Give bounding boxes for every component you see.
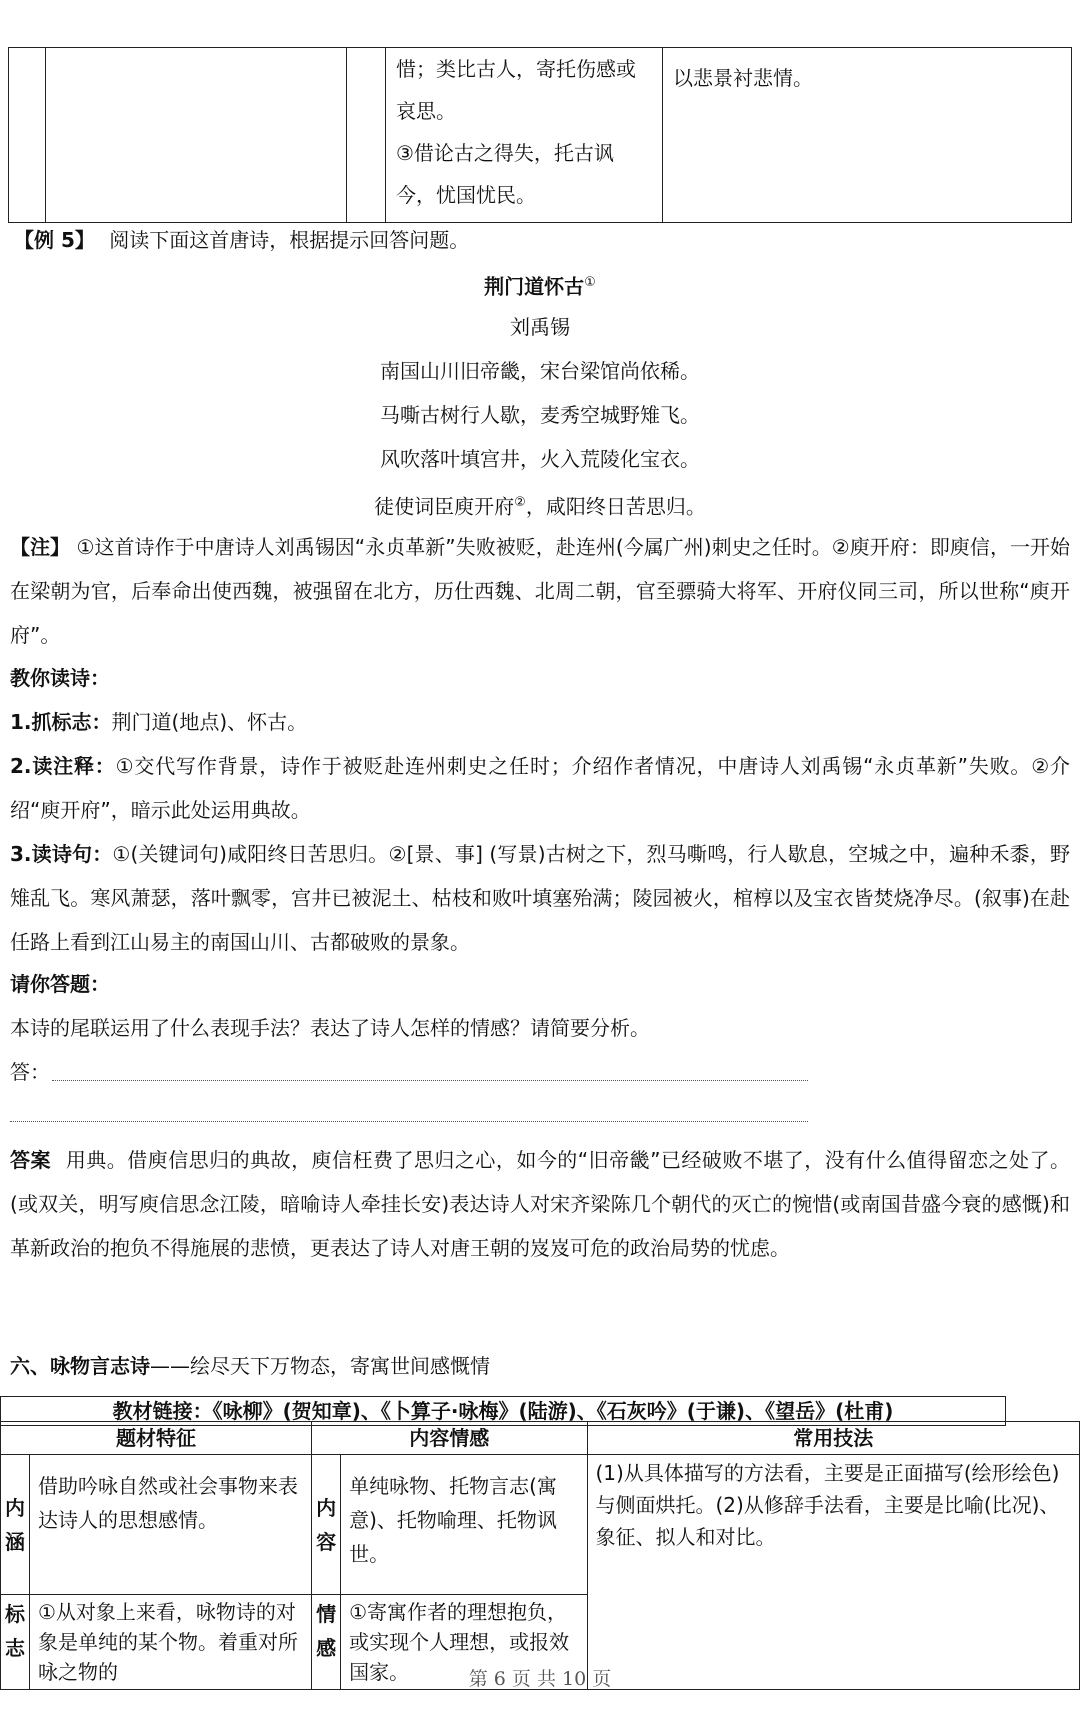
teach-item-label: 2.读注释： [10,754,116,778]
answer-prefix: 答： [10,1060,50,1084]
cell-text: 以悲景衬悲情。 [673,66,813,90]
answer-label: 答案 [10,1148,51,1172]
question-text: 本诗的尾联运用了什么表现手法？表达了诗人怎样的情感？请简要分析。 [10,1016,650,1040]
section-subtitle: ——绘尽天下万物态，寄寓世间感慨情 [150,1354,490,1378]
teach-item-label: 1.抓标志： [10,710,112,734]
poem-line: 风吹落叶填宫井，火入荒陵化宝衣。 [380,447,700,471]
teach-item-text: 荆门道(地点)、怀古。 [111,710,308,734]
poem-title [0,261,1080,309]
table-cell [386,48,663,223]
table-cell [347,48,386,223]
poem-line: 南国山川旧帝畿，宋台梁馆尚依稀。 [380,359,700,383]
top-table-fragment [8,47,1072,223]
cell-text: ③借论古之得失，托古讽今，忧国忧民。 [396,141,614,207]
column-header: 常用技法 [587,1422,1080,1455]
answer-blank-line[interactable] [52,1080,808,1081]
table-cell: ①从对象上来看，咏物诗的对象是单纯的某个物。着重对所咏之物的 [30,1595,312,1690]
teach-item-1 [10,700,1070,744]
answer-text: 用典。借庾信思归的典故，庾信枉费了思归之心，如今的“旧帝畿”已经破败不堪了，没有什么值得留恋之处了。(或双关，明写庾信思念江陵，暗喻诗人牵挂长安)表达诗人对宋齐梁陈几个朝代的灭亡的惋惜(或南国昔盛今衰的感慨)和革新政治的抱负不得施展的悲愤，更表达了诗人对唐王朝的岌岌可危的政治局势的忧虑。 [10,1148,1071,1260]
notes-paragraph [10,525,1070,657]
row-side-label: 情感 [312,1595,341,1690]
poem-line-part: ，咸阳终日苦思归。 [525,494,706,519]
teach-item-text: ①交代写作背景，诗作于被贬赴连州刺史之任时；介绍作者情况，中唐诗人刘禹锡“永贞革新”失败。②介绍“庾开府”，暗示此处运用典故。 [10,754,1070,822]
table-cell [46,48,347,223]
poem-line-note: ② [514,495,526,510]
column-header: 题材特征 [1,1422,312,1455]
notes-label: 【注】 [10,535,71,559]
teach-item-label: 3.读诗句： [10,842,113,866]
poem-author: 刘禹锡 [510,315,570,339]
question-heading: 请你答题： [10,972,110,996]
example-prompt: 阅读下面这首唐诗，根据提示回答问题。 [109,228,470,252]
table-cell: 单纯咏物、托物言志(寓意)、托物喻理、托物讽世。 [341,1455,587,1595]
section-title: 六、咏物言志诗 [10,1354,150,1378]
poem-line-part: 徒使词臣庾开府 [374,494,515,519]
table-cell: 借助吟咏自然或社会事物来表达诗人的思想感情。 [30,1455,312,1595]
poem-line [0,481,1080,529]
page-footer: 第 6 页 共 10 页 [468,1668,612,1690]
poem-line: 马嘶古树行人歇，麦秀空城野雉飞。 [380,403,700,427]
poem-title-note: ① [584,275,596,290]
section-heading [10,1344,490,1388]
answer-paragraph [10,1138,1070,1270]
cell-text: 惜；类比古人，寄托伤感或哀思。 [396,57,636,123]
row-side-label: 内容 [312,1455,341,1595]
row-side-label: 内涵 [1,1455,30,1595]
teach-heading: 教你读诗： [10,666,110,690]
features-table [0,1421,1080,1690]
teach-item-text: ①(关键词句)咸阳终日苦思归。②[景、事] (写景)古树之下，烈马嘶鸣，行人歇息，空城之中，遍种禾黍，野雉乱飞。寒风萧瑟，落叶飘零，宫井已被泥土、枯枝和败叶填塞殆满；陵园被火，棺椁以及宝衣皆焚烧净尽。(叙事)在赴任路上看到江山易主的南国山川、古都破败的景象。 [10,842,1070,954]
table-cell [663,48,1072,223]
example-label: 【例 5】 [14,228,95,252]
row-side-label: 标志 [1,1595,30,1690]
column-header: 内容情感 [312,1422,587,1455]
teach-item-2 [10,744,1070,832]
table-cell [9,48,46,223]
notes-text: ①这首诗作于中唐诗人刘禹锡因“永贞革新”失败被贬，赴连州(今属广州)刺史之任时。②庾开府：即庾信，一开始在梁朝为官，后奉命出使西魏，被强留在北方，历仕西魏、北周二朝，官至骠骑大将军、开府仪同三司，所以世称“庾开府”。 [10,535,1071,647]
textbook-link-row: 教材链接：《咏柳》(贺知章)、《卜算子·咏梅》(陆游)、《石灰吟》(于谦)、《望岳》(杜甫) [1,1397,1006,1426]
poem-title-text: 荆门道怀古 [484,274,585,299]
table-cell: ①寄寓作者的理想抱负，或实现个人理想，或报效国家。 [341,1595,587,1690]
example-heading [14,218,469,262]
answer-blank-line[interactable] [10,1121,808,1122]
table-cell: (1)从具体描写的方法看，主要是正面描写(绘形绘色)与侧面烘托。(2)从修辞手法看，主要是比喻(比况)、象征、拟人和对比。 [587,1455,1080,1690]
teach-item-3 [10,832,1070,964]
